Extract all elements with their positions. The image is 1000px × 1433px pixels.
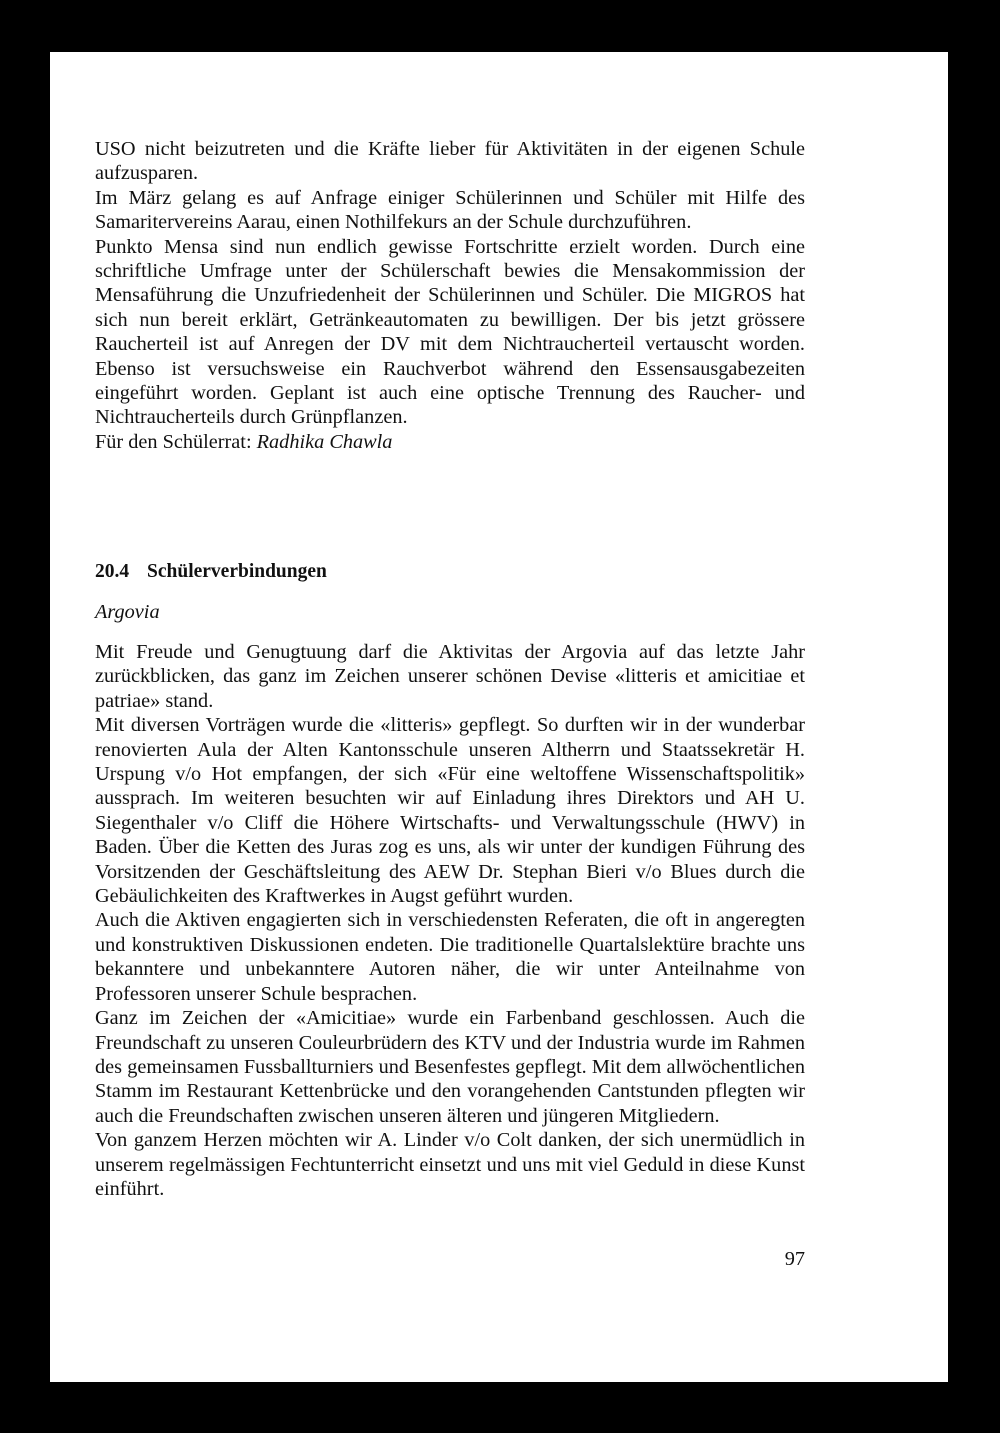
body-text-block (95, 640, 805, 1201)
paragraph: Auch die Aktiven engagierten sich in verschiedensten Referaten, die oft in angeregten und konstruktiven Diskussionen endeten. Die traditionelle Quartalslektüre brachte uns bekanntere und unbekanntere Autoren näher, die wir unter Anteilnahme von Professoren unserer Schule besprachen. (95, 909, 805, 1005)
subsection-title: Argovia (95, 601, 160, 623)
page-number: 97 (784, 1248, 805, 1270)
signature-prefix: Für den Schülerrat: (95, 430, 252, 453)
intro-text-block (95, 137, 805, 454)
paragraph: Von ganzem Herzen möchten wir A. Linder v/o Colt danken, der sich unermüdlich in unserem regelmässigen Fechtunterricht einsetzt und uns mit viel Geduld in diese Kunst einführt. (95, 1129, 805, 1200)
paragraph: USO nicht beizutreten und die Kräfte lieber für Aktivitäten in der eigenen Schule aufzusparen. (95, 138, 805, 185)
section-heading (95, 560, 805, 584)
paragraph: Punkto Mensa sind nun endlich gewisse Fortschritte erzielt worden. Durch eine schriftliche Umfrage unter der Schülerschaft bewies die Mensakommission der Mensaführung die Unzufriedenheit der Schülerinnen und Schüler. Die MIGROS hat sich nun bereit erklärt, Getränkeautomaten zu bewilligen. Der bis jetzt grössere Raucherteil ist auf Anregen der DV mit dem Nichtraucherteil vertauscht worden. Ebenso ist versuchsweise ein Rauchverbot während den Essensausgabezeiten eingeführt worden. Geplant ist auch eine optische Trennung des Raucher- und Nichtraucherteils durch Grünpflanzen. (95, 235, 805, 429)
signature-name: Radhika Chawla (256, 430, 393, 453)
section-title: Schülerverbindungen (147, 561, 327, 582)
paragraph: Ganz im Zeichen der «Amicitiae» wurde ein Farbenband geschlossen. Auch die Freundschaft zu unseren Couleurbrüdern des KTV und der Industria wurde im Rahmen des gemeinsamen Fussballturniers und Besenfestes gepflegt. Mit dem allwöchentlichen Stamm im Restaurant Kettenbrücke und den vorangehenden Cantstunden pflegten wir auch die Freundschaften zwischen unseren älteren und jüngeren Mitgliedern. (95, 1007, 805, 1127)
document-page (50, 52, 948, 1382)
signature-line (95, 430, 805, 454)
section-number: 20.4 (95, 561, 130, 582)
paragraph: Mit Freude und Genugtuung darf die Aktivitas der Argovia auf das letzte Jahr zurückblicken, das ganz im Zeichen unserer schönen Devise «litteris et amicitiae et patriae» stand. (95, 641, 805, 712)
paragraph: Mit diversen Vorträgen wurde die «litteris» gepflegt. So durften wir in der wunderbar renovierten Aula der Alten Kantonsschule unseren Altherrn und Staatssekretär H. Urspung v/o Hot empfangen, der sich «Für eine weltoffene Wissenschaftspolitik» aussprach. Im weiteren besuchten wir auf Einladung ihres Direktors und AH U. Siegenthaler v/o Cliff die Höhere Wirtschafts- und Verwaltungsschule (HWV) in Baden. Über die Ketten des Juras zog es uns, als wir unter der kundigen Führung des Vorsitzenden der Geschäftsleitung des AEW Dr. Stephan Bieri v/o Blues durch die Gebäulichkeiten des Kraftwerkes in Augst geführt wurden. (95, 714, 805, 908)
paragraph: Im März gelang es auf Anfrage einiger Schülerinnen und Schüler mit Hilfe des Samaritervereins Aarau, einen Nothilfekurs an der Schule durchzuführen. (95, 186, 805, 234)
